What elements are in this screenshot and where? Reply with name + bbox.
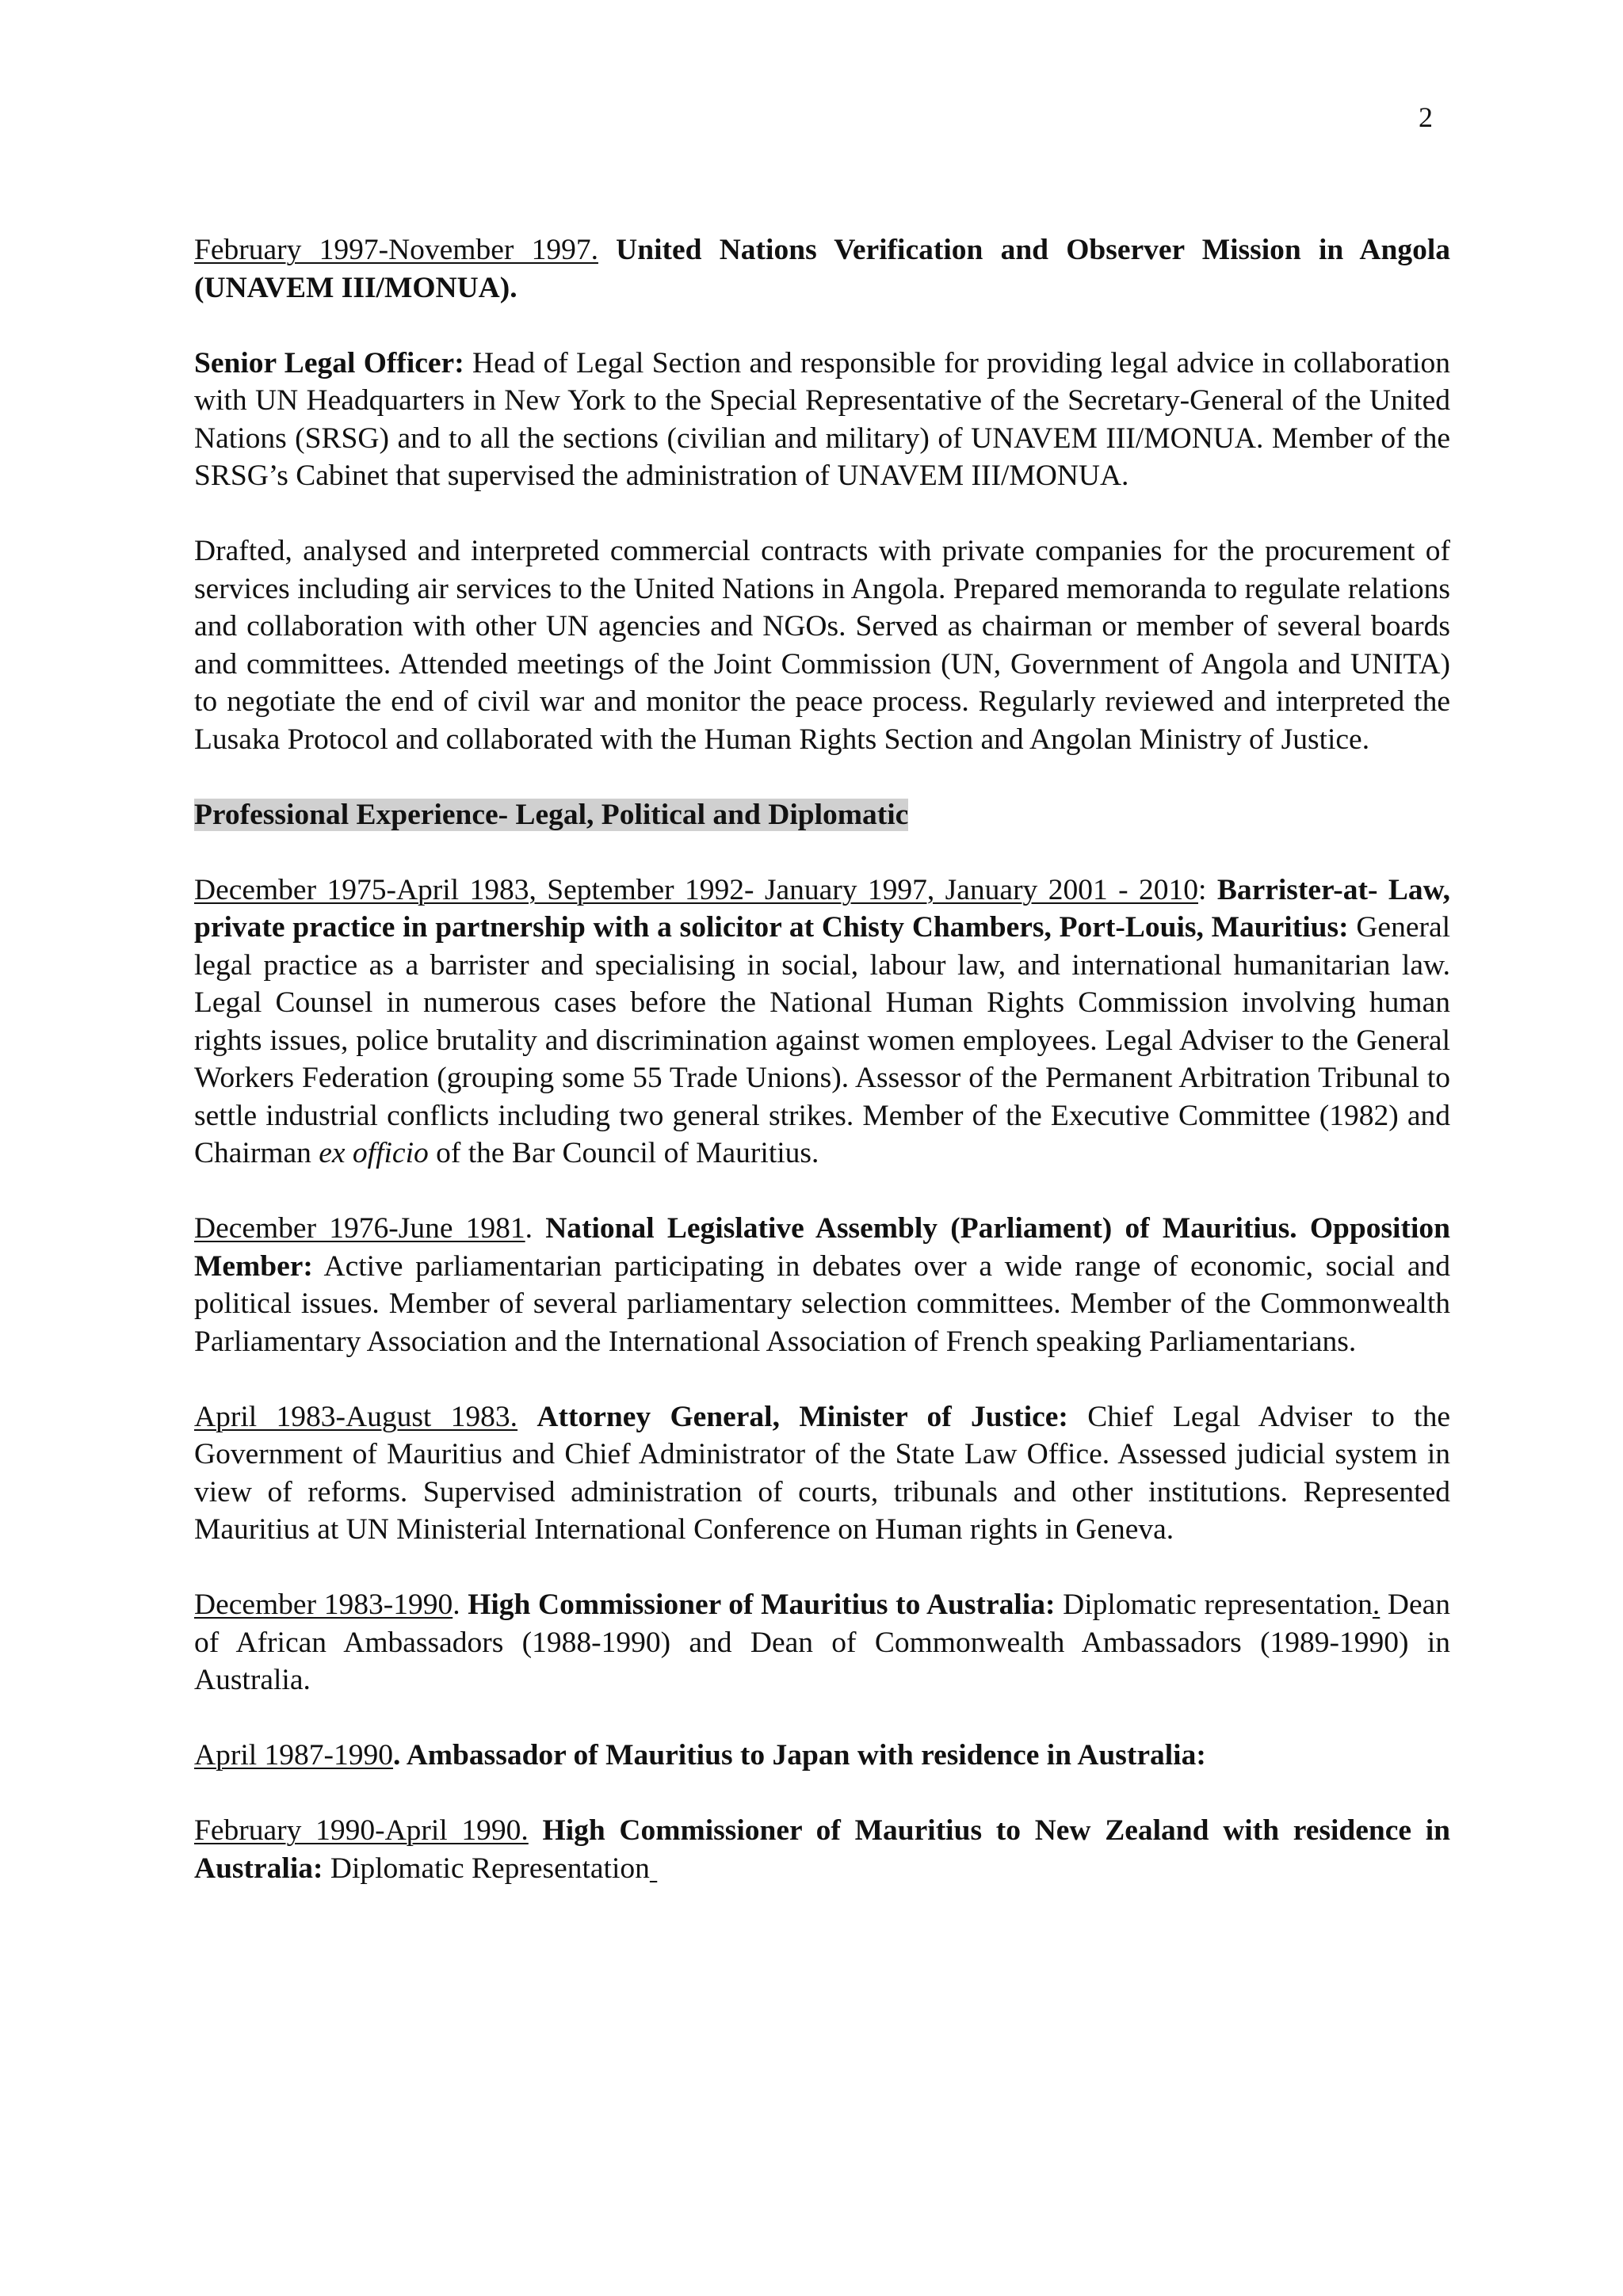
entry-australia: December 1983-1990. High Commissioner of Mauritius to Australia: Diplomatic representation. Dean of African Ambassadors (1988-1990) and Dean of Commonwealth Ambassadors (1989-1990) in Australia.	[194, 1589, 1451, 1696]
entry-japan	[194, 1737, 1450, 1775]
entry-unavem	[194, 231, 1450, 307]
entry-date: December 1976-June 1981	[194, 1212, 525, 1245]
entry-title: National Legislative Assembly (Parliament) of Mauritius. Opposition Member:	[194, 1212, 1450, 1283]
entry-text: Chief Legal Adviser to the Government of Mauritius and Chief Administrator of the State Law Office. Assessed judicial system in view of reforms. Supervised administration of courts, tribunals and other institutions. Represented Mauritius at UN Ministerial International Conference on Human rights in Geneva.	[194, 1400, 1450, 1546]
entry-text-end: of the Bar Council of Mauritius.	[436, 1137, 819, 1169]
drafted-paragraph: Drafted, analysed and interpreted commercial contracts with private companies for the procurement of services including air services to the United Nations in Angola. Prepared memoranda to regulate relations and collaboration with other UN agencies and NGOs. Served as chairman or member of several boards and committees. Attended meetings of the Joint Commission (UN, Government of Angola and UNITA) to negotiate the end of civil war and monitor the peace process. Regularly reviewed and interpreted the Lusaka Protocol and collaborated with the Human Rights Section and Angolan Ministry of Justice.	[194, 535, 1450, 756]
entry-text: Active parliamentarian participating in debates over a wide range of economic, social and political issues. Member of several parliamentary selection committees. Member of the Commonwealth Parliamentary Association and the International Association of French speaking Parliamentarians.	[194, 1249, 1450, 1358]
document-body	[194, 231, 1450, 1925]
entry-title: High Commissioner of Mauritius to Australia:	[468, 1589, 1056, 1621]
entry-date: April 1983-August 1983.	[194, 1400, 518, 1433]
entry-date: December 1983-1990	[194, 1589, 453, 1621]
section-heading: Professional Experience- Legal, Political and Diplomatic	[194, 798, 909, 831]
entry-attorney	[194, 1398, 1450, 1549]
paragraph-text: Head of Legal Section and responsible for providing legal advice in collaboration with UN Headquarters in New York to the Special Representative of the Secretary-General of the United Nations (SRSG) and to all the sections (civilian and military) of UNAVEM III/MONUA. Member of the SRSG’s Cabinet that supervised the administration of UNAVEM III/MONUA.	[194, 346, 1450, 492]
entry-italic: ex officio	[319, 1137, 429, 1169]
entry-colon: :	[1197, 873, 1207, 906]
entry-text: Diplomatic representation	[1063, 1589, 1373, 1621]
entry-date: February 1990-April 1990.	[194, 1814, 529, 1847]
entry-parliament: December 1976-June 1981. National Legislative Assembly (Parliament) of Mauritius. Opposition Member: Active parliamentarian participating in debates over a wide range of economic, social and political issues. Member of several parliamentary selection committees. Member of the Commonwealth Parliamentary Association and the International Association of French speaking Parliamentarians.	[194, 1212, 1450, 1358]
entry-title: United Nations Verification and Observer Mission in Angola (UNAVEM III/MONUA).	[194, 234, 1451, 304]
entry-date: April 1987-1990	[194, 1739, 394, 1772]
page-number: 2	[1419, 101, 1433, 133]
entry-title: . Ambassador of Mauritius to Japan with residence in Australia:	[393, 1739, 1206, 1772]
entry-text: General legal practice as a barrister and specialising in social, labour law, and international humanitarian law. Legal Counsel in numerous cases before the National Human Rights Commission involving human rights issues, police brutality and discrimination against women employees. Legal Adviser to the General Workers Federation (grouping some 55 Trade Unions). Assessor of the Permanent Arbitration Tribunal to settle industrial conflicts including two general strikes. Member of the Executive Committee (1982) and Chairman	[194, 911, 1451, 1169]
entry-text-b: Dean of African Ambassadors (1988-1990) and Dean of Commonwealth Ambassadors (1989-1990) in Australia.	[194, 1589, 1451, 1696]
senior-legal-paragraph	[194, 345, 1450, 495]
entry-title: Barrister-at- Law, private practice in partnership with a solicitor at Chisty Chambers, Port-Louis, Mauritius:	[194, 873, 1451, 944]
entry-date: February 1997-November 1997.	[194, 234, 598, 266]
section-heading-paragraph	[194, 796, 1450, 834]
entry-barrister	[194, 871, 1450, 1173]
role-label: Senior Legal Officer:	[194, 346, 464, 379]
entry-date: December 1975-April 1983, September 1992- January 1997, January 2001 - 2010	[194, 873, 1198, 906]
entry-text: Diplomatic Representation	[330, 1852, 650, 1885]
entry-title: High Commissioner of Mauritius to New Zealand with residence in Australia:	[194, 1814, 1451, 1885]
entry-title: Attorney General, Minister of Justice:	[537, 1400, 1068, 1433]
entry-nz	[194, 1812, 1450, 1887]
